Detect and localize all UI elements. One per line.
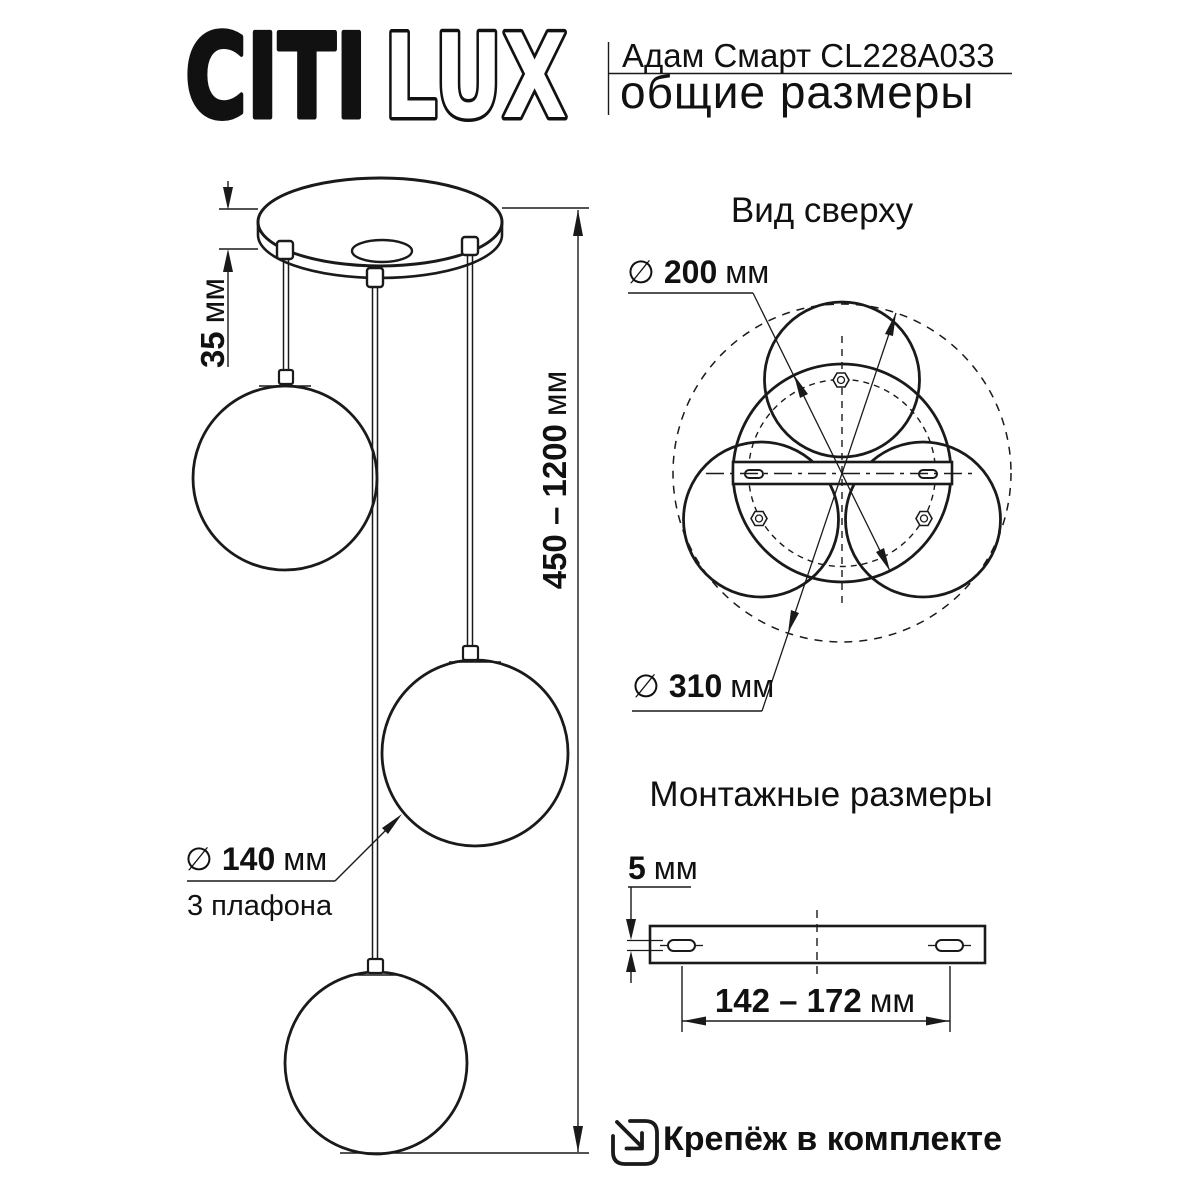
logo-text-solid: CITI xyxy=(185,10,367,145)
title-block xyxy=(608,37,1012,118)
canopy-diameter-label: ∅ 200 мм xyxy=(627,254,770,290)
mounting-view-drawing xyxy=(626,775,993,1032)
plate-slot-right xyxy=(936,940,963,951)
shade-count-label: 3 плафона xyxy=(187,890,333,922)
logo-text-outline: LUX xyxy=(384,10,567,145)
product-title: Адам Смарт CL228A033 xyxy=(622,37,995,74)
shade-diameter-label: ∅ 140 мм xyxy=(185,841,328,877)
shade-sphere-3 xyxy=(285,972,467,1154)
top-view-drawing xyxy=(627,191,1011,711)
drop-height-label: 450 – 1200мм xyxy=(536,370,573,590)
page-subtitle: общие размеры xyxy=(620,66,975,118)
hardware-note xyxy=(613,1120,1002,1164)
hardware-note-label: Крепёж в комплекте xyxy=(663,1120,1002,1158)
box-arrow-icon xyxy=(613,1121,657,1164)
side-view-drawing xyxy=(185,178,589,1154)
citilux-logo xyxy=(185,10,567,145)
plate-thickness-label: 5 мм xyxy=(628,850,698,886)
shade-sphere-2 xyxy=(382,660,568,846)
plate-slot-left xyxy=(668,940,695,951)
hex-bolts xyxy=(751,373,932,526)
mounting-title: Монтажные размеры xyxy=(649,775,993,814)
canopy-hole xyxy=(352,240,412,262)
overall-diameter-label: ∅ 310 мм xyxy=(632,668,775,704)
dim-shade-diameter xyxy=(185,814,402,922)
top-view-title: Вид сверху xyxy=(730,191,914,230)
dim-hole-spacing xyxy=(682,966,950,1032)
canopy-height-label: 35мм xyxy=(194,277,231,369)
dim-canopy-height xyxy=(194,181,258,368)
hole-spacing-label: 142 – 172 мм xyxy=(714,982,916,1019)
shade-sphere-1 xyxy=(193,386,377,570)
